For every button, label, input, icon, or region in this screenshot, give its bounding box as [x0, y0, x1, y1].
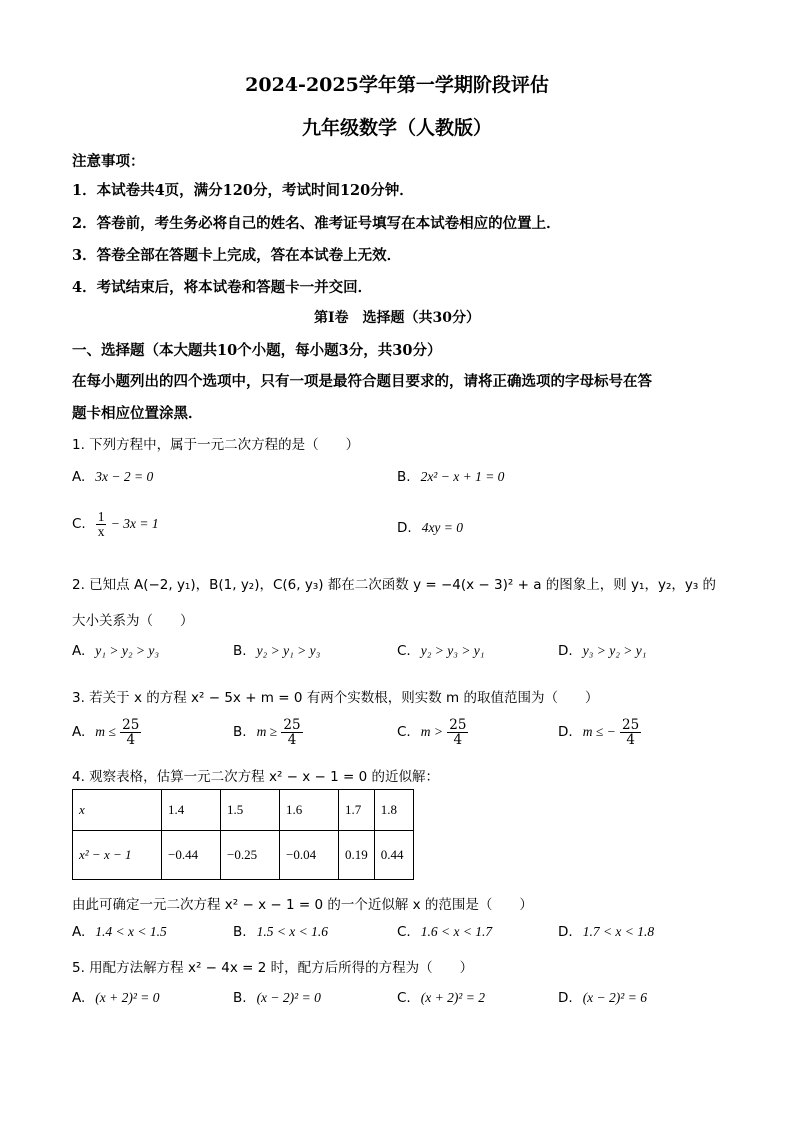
fraction-numerator: 25: [622, 717, 640, 733]
table-row: [73, 790, 414, 831]
q5-option-b: [233, 990, 321, 1006]
q1-option-a: [72, 469, 153, 485]
option-label: A.: [72, 469, 86, 485]
q2-stem-line-1: 2. 已知点 A(−2, y₁)，B(1, y₂)，C(6, y₃) 都在二次函数 y = −4(x − 3)² + a 的图象上，则 y₁，y₂，y₃ 的: [72, 577, 717, 593]
table-cell: 1.8: [374, 790, 413, 831]
option-label: A.: [72, 990, 86, 1006]
option-label: D.: [558, 724, 573, 741]
table-cell: 0.44: [374, 831, 413, 880]
option-text: m ≤: [95, 724, 116, 740]
table-cell: 1.5: [221, 790, 280, 831]
fraction-numerator: 25: [283, 717, 301, 733]
fraction-denominator: 4: [626, 732, 635, 749]
section-instruction-1: 在每小题列出的四个选项中，只有一项是最符合题目要求的，请将正确选项的字母标号在答: [72, 373, 652, 390]
table-cell: −0.44: [162, 831, 221, 880]
option-label: D.: [558, 990, 573, 1006]
notice-heading: 注意事项：: [72, 153, 145, 170]
q3-option-c: [397, 718, 468, 747]
fraction-denominator: 4: [453, 732, 463, 749]
q4-option-b: [233, 924, 328, 940]
fraction: [620, 718, 641, 747]
option-label: C.: [397, 990, 411, 1006]
option-text: m ≤ −: [582, 724, 616, 740]
q4-stem: 4. 观察表格，估算一元二次方程 x² − x − 1 = 0 的近似解：: [72, 769, 440, 785]
option-text: y₂ > y₁ > y₃: [256, 643, 321, 658]
fraction: [120, 718, 141, 747]
notice-item-4: 4．考试结束后，将本试卷和答题卡一并交回．: [72, 279, 373, 296]
option-text: 1.7 < x < 1.8: [582, 924, 655, 939]
q4-option-c: [397, 924, 492, 940]
q5-stem: 5. 用配方法解方程 x² − 4x = 2 时，配方后所得的方程为（ ）: [72, 960, 474, 976]
q3-stem: 3. 若关于 x 的方程 x² − 5x + m = 0 有两个实数根，则实数 m 的取值范围为（ ）: [72, 690, 599, 706]
option-label: C.: [72, 516, 86, 533]
q1-option-c: [72, 510, 159, 539]
fraction: [281, 718, 302, 747]
notice-item-1: 1．本试卷共4页，满分120分，考试时间120分钟．: [72, 182, 414, 199]
exam-title: 2024-2025学年第一学期阶段评估: [245, 74, 549, 96]
option-text: 1.4 < x < 1.5: [95, 924, 167, 939]
fraction-denominator: 4: [287, 732, 297, 749]
q2-option-a: [72, 643, 159, 659]
option-text: 2x² − x + 1 = 0: [420, 469, 505, 484]
option-text: (x + 2)² = 0: [95, 990, 160, 1005]
table-row: [73, 831, 414, 880]
option-text: (x + 2)² = 2: [420, 990, 485, 1005]
section-heading: 一、选择题（本大题共10个小题，每小题3分，共30分）: [72, 342, 442, 359]
option-label: B.: [233, 990, 247, 1006]
option-text: y₃ > y₂ > y₁: [582, 643, 647, 658]
option-label: B.: [233, 924, 247, 940]
option-text: 1.5 < x < 1.6: [256, 924, 329, 939]
option-label: C.: [397, 924, 411, 940]
q5-option-d: [558, 990, 647, 1006]
fraction-numerator: 25: [122, 717, 140, 733]
option-label: A.: [72, 643, 86, 659]
option-label: A.: [72, 724, 86, 741]
option-label: B.: [233, 643, 247, 659]
option-text: 3x − 2 = 0: [95, 469, 154, 484]
q1-option-d: [397, 520, 463, 536]
option-text: m >: [420, 724, 443, 740]
option-text: (x − 2)² = 6: [582, 990, 647, 1005]
option-text: 4xy = 0: [421, 520, 464, 535]
q4-option-d: [558, 924, 654, 940]
option-text: (x − 2)² = 0: [256, 990, 321, 1005]
fraction: [447, 718, 468, 747]
q2-option-d: [558, 643, 646, 659]
q5-option-c: [397, 990, 485, 1006]
table-cell: −0.25: [221, 831, 280, 880]
q4-option-a: [72, 924, 167, 940]
section-instruction-2: 题卡相应位置涂黑．: [72, 405, 203, 422]
option-label: D.: [558, 924, 573, 940]
q3-option-a: [72, 718, 141, 747]
option-label: A.: [72, 924, 86, 940]
option-label: D.: [397, 520, 412, 536]
option-label: B.: [233, 724, 247, 741]
option-text: y₂ > y₃ > y₁: [420, 643, 485, 658]
table-cell: 0.19: [339, 831, 375, 880]
fraction-numerator: 25: [449, 717, 467, 733]
part-title: 第Ⅰ卷 选择题（共30分）: [313, 310, 481, 326]
fraction-numerator: 1: [97, 509, 105, 524]
notice-item-2: 2．答卷前，考生务必将自己的姓名、准考证号填写在本试卷相应的位置上．: [72, 215, 561, 232]
table-cell: 1.6: [280, 790, 339, 831]
option-text: y₁ > y₂ > y₃: [95, 643, 160, 658]
q3-option-d: [558, 718, 641, 747]
fraction: [96, 510, 107, 539]
q3-option-b: [233, 718, 303, 747]
q4-value-table: [72, 789, 414, 880]
q2-option-b: [233, 643, 320, 659]
q2-option-c: [397, 643, 485, 659]
option-label: B.: [397, 469, 411, 485]
table-cell: x² − x − 1: [73, 831, 162, 880]
table-cell: 1.7: [339, 790, 375, 831]
option-label: C.: [397, 643, 411, 659]
exam-subtitle: 九年级数学（人教版）: [301, 117, 492, 139]
fraction-denominator: x: [97, 524, 105, 540]
fraction-denominator: 4: [126, 732, 136, 749]
q4-followup: 由此可确定一元二次方程 x² − x − 1 = 0 的一个近似解 x 的范围是（ ）: [72, 897, 533, 913]
q5-option-a: [72, 990, 160, 1006]
q1-stem: 1. 下列方程中，属于一元二次方程的是（ ）: [72, 437, 360, 453]
option-text: − 3x = 1: [110, 516, 159, 532]
table-cell: 1.4: [162, 790, 221, 831]
table-cell: −0.04: [280, 831, 339, 880]
option-label: D.: [558, 643, 573, 659]
option-label: C.: [397, 724, 411, 741]
notice-item-3: 3．答卷全部在答题卡上完成，答在本试卷上无效．: [72, 247, 402, 264]
option-text: 1.6 < x < 1.7: [420, 924, 493, 939]
table-cell: x: [73, 790, 162, 831]
q1-option-b: [397, 469, 504, 485]
option-text: m ≥: [256, 724, 278, 740]
q2-stem-line-2: 大小关系为（ ）: [72, 613, 194, 629]
